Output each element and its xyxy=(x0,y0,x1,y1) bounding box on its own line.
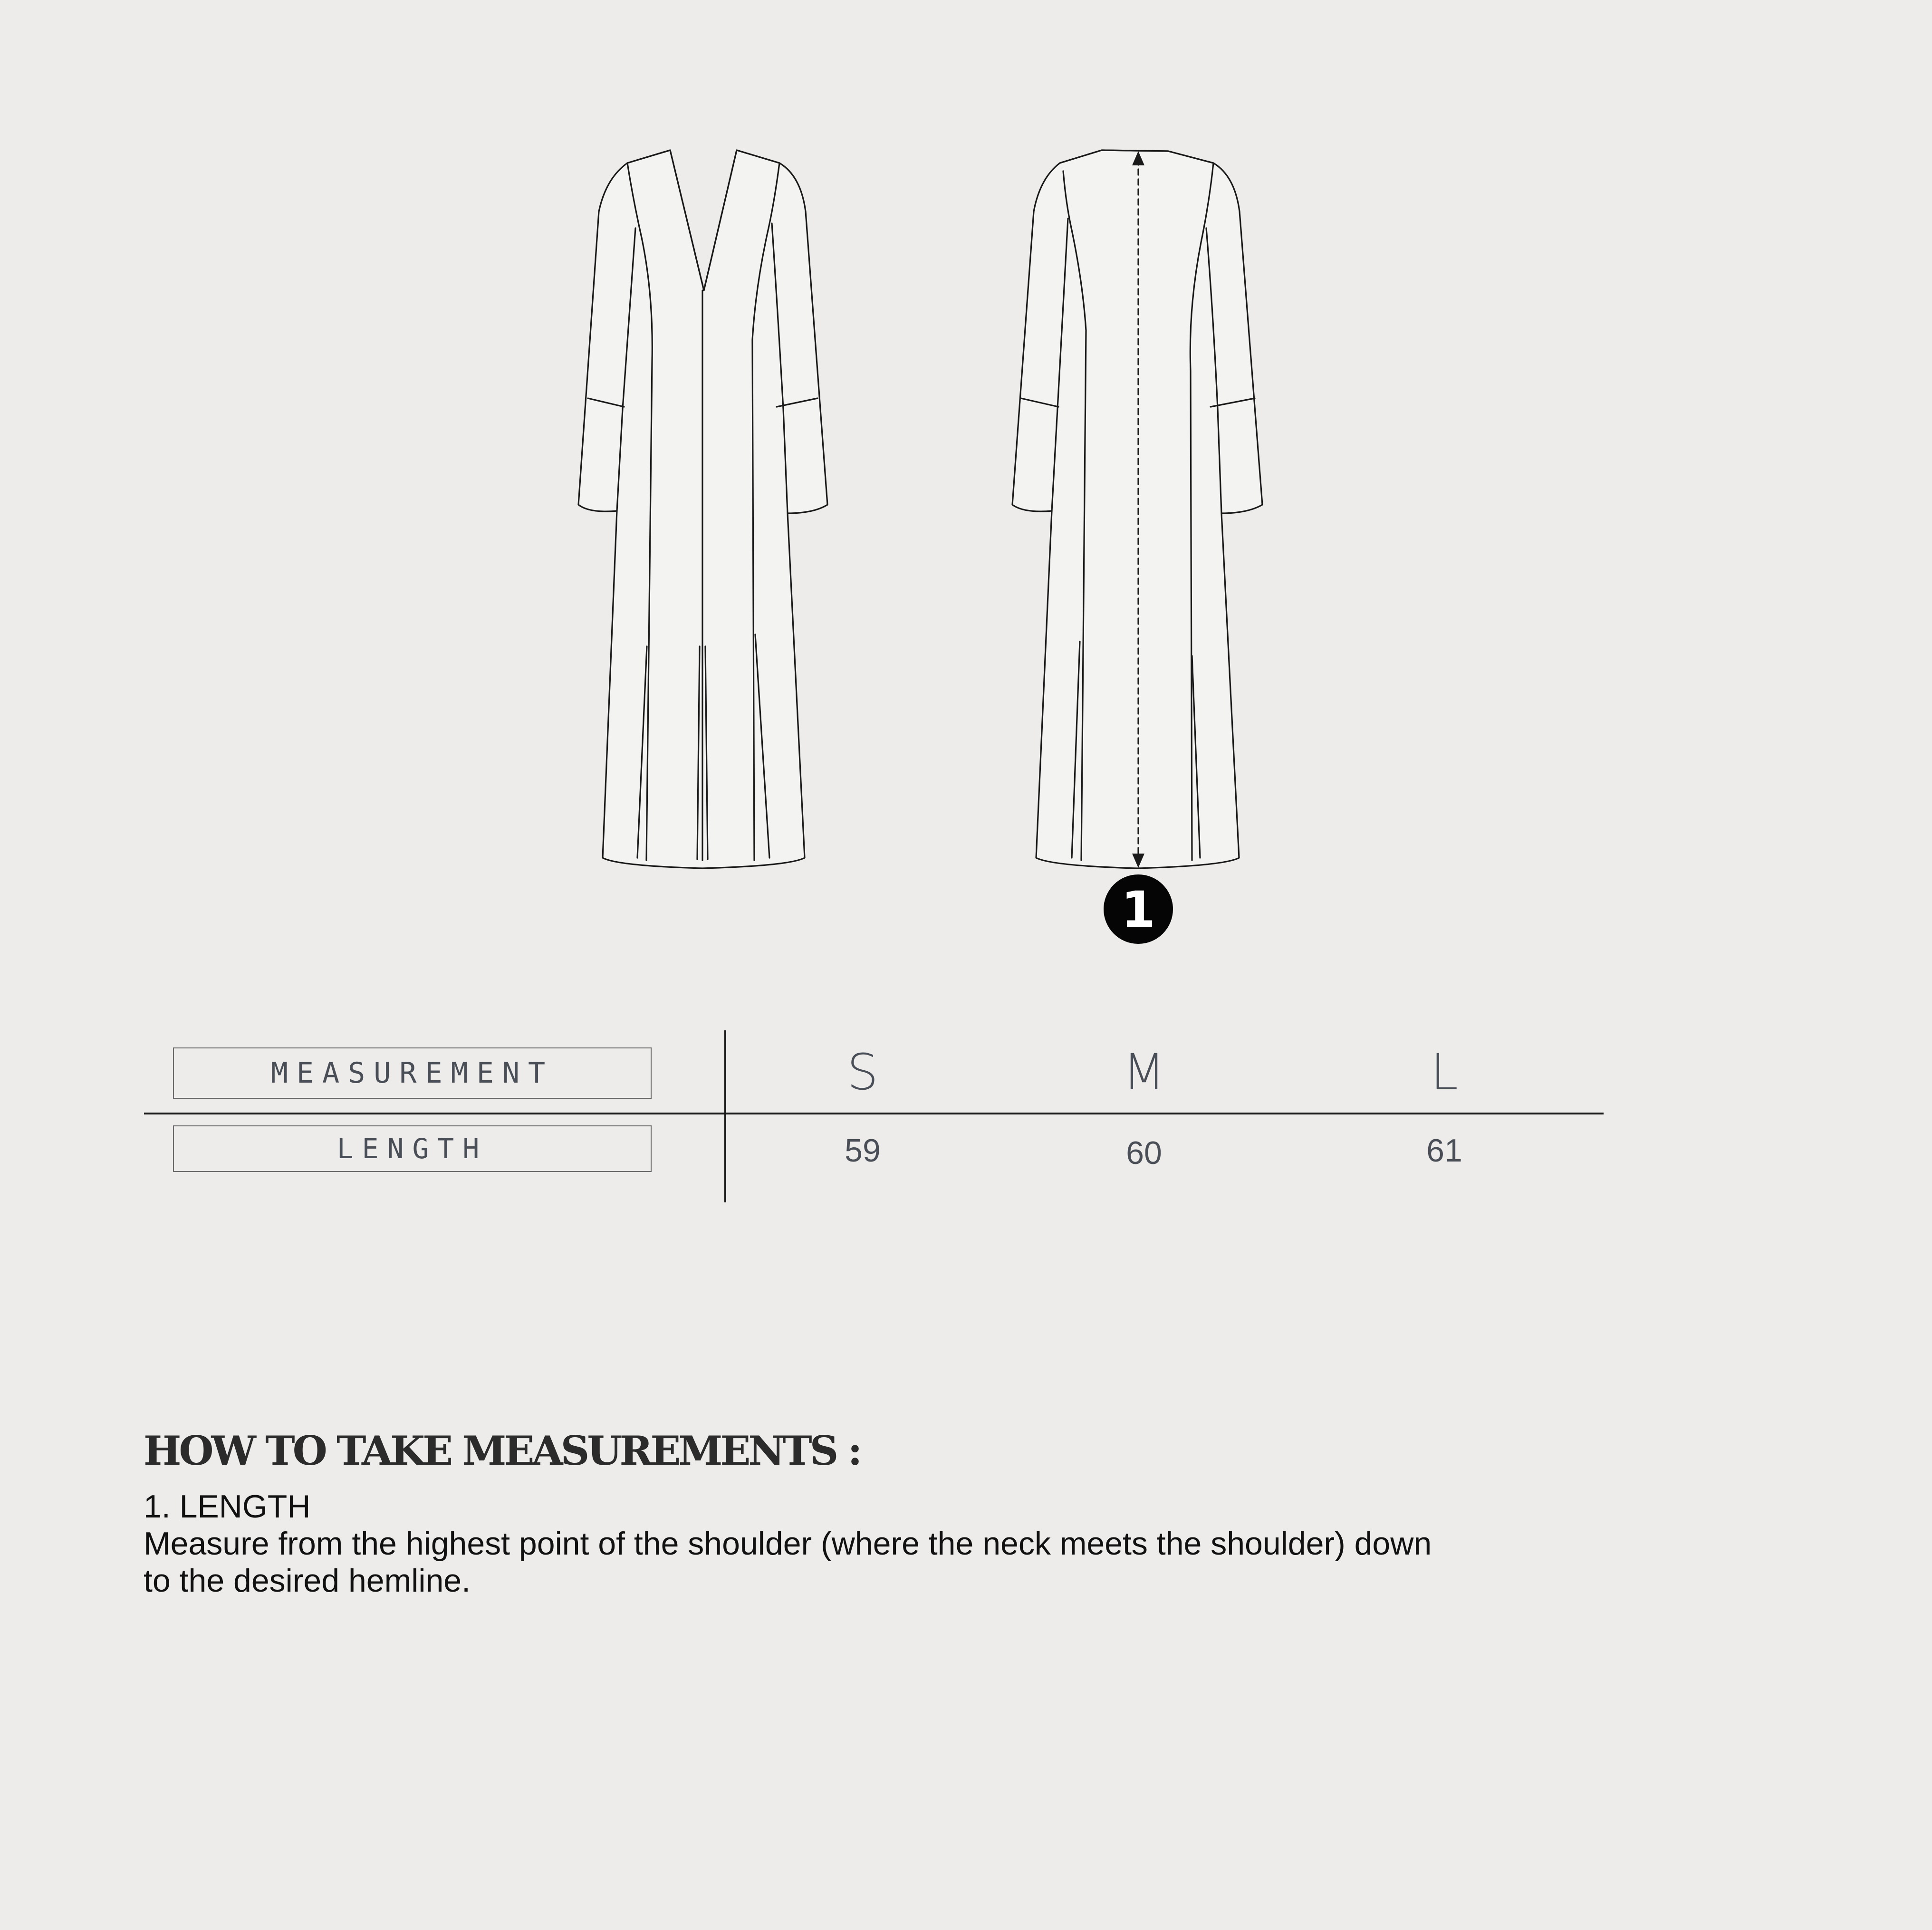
measurement-marker-1 xyxy=(1104,874,1173,944)
table-horizontal-divider xyxy=(144,1113,1604,1114)
size-header-s: S xyxy=(846,1043,878,1101)
length-value-s: 59 xyxy=(845,1133,881,1169)
measurement-header-label: MEASUREMENT xyxy=(270,1056,554,1090)
length-value-m: 60 xyxy=(1126,1135,1162,1171)
length-value-l: 61 xyxy=(1426,1133,1462,1169)
length-row-label-box xyxy=(173,1125,652,1172)
marker-number: 1 xyxy=(1121,881,1156,939)
dress-back xyxy=(1012,150,1262,868)
instruction-line-2: to the desired hemline. xyxy=(144,1563,471,1599)
instructions-title: HOW TO TAKE MEASUREMENTS : xyxy=(144,1427,860,1474)
measurement-header-box xyxy=(173,1047,652,1099)
instruction-heading: 1. LENGTH xyxy=(144,1488,311,1525)
dress-front xyxy=(578,150,827,868)
size-header-m: M xyxy=(1123,1043,1165,1101)
length-row-label: LENGTH xyxy=(336,1133,488,1165)
table-vertical-divider xyxy=(724,1030,726,1202)
size-header-l: L xyxy=(1431,1043,1458,1101)
instruction-line-1: Measure from the highest point of the shoulder (where the neck meets the shoulder) down xyxy=(144,1526,1432,1562)
